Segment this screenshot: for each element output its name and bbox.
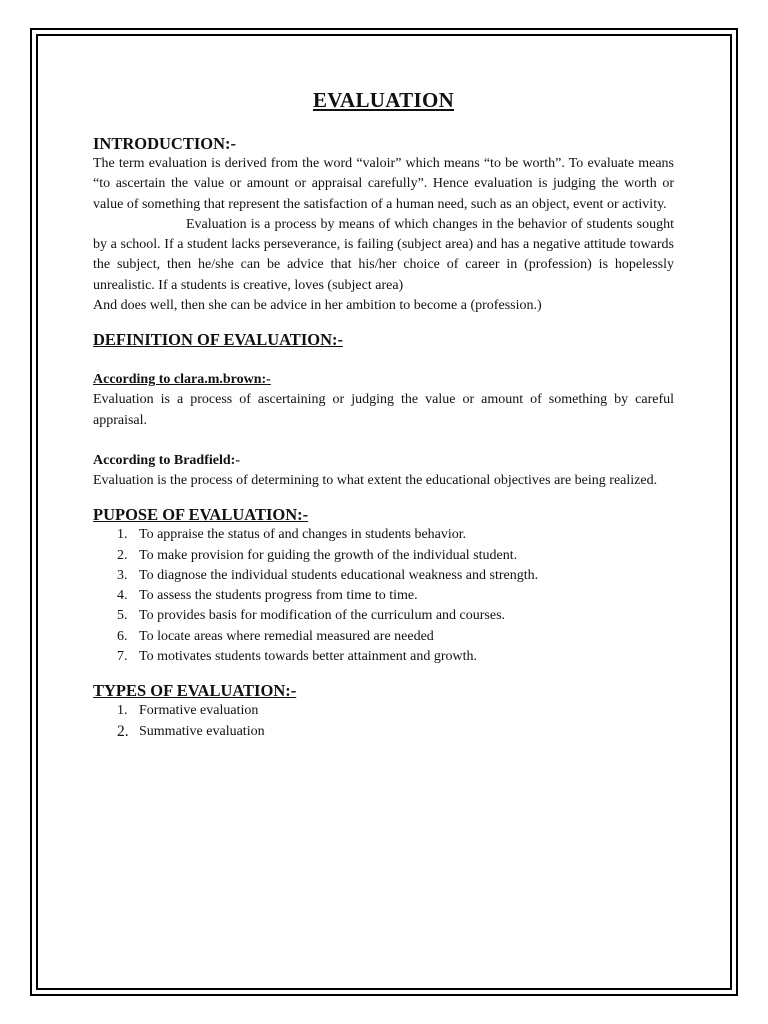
list-number: 2. [117,722,129,740]
list-item [93,701,674,721]
list-text: To motivates students towards better attainment and growth. [139,649,478,665]
list-number: 3. [117,567,128,583]
list-item [93,606,674,626]
list-item [93,647,674,667]
list-text: To provides basis for modification of the curriculum and courses. [139,608,506,624]
list-text: Formative evaluation [139,703,259,719]
list-text: To locate areas where remedial measured are needed [139,628,434,644]
list-item [93,566,674,586]
list-item [93,586,674,606]
types-heading: TYPES OF EVALUATION:- [93,681,297,701]
definition-brown-text: Evaluation is a process of ascertaining or judging the value or amount of something by careful appraisal. [93,392,674,428]
list-item [93,546,674,566]
introduction-paragraph-1: The term evaluation is derived from the word “valoir” which means “to be worth”. To evaluate means “to ascertain the value or amount or appraisal carefully”. Hence evaluation is judging the worth or value of something that represent the satisfaction of a human need, such as an object, event or activity. [93,156,674,212]
introduction-paragraph-3: And does well, then she can be advice in her ambition to become a (profession.) [93,298,542,314]
definition-brown-label: According to clara.m.brown:- [93,372,271,388]
purpose-heading: PUPOSE OF EVALUATION:- [93,505,309,525]
list-text: To make provision for guiding the growth of the individual student. [139,547,518,563]
list-item [93,525,674,545]
purpose-list [93,525,674,667]
list-number: 6. [117,628,128,644]
types-list [93,701,674,742]
list-number: 2. [117,547,128,563]
definition-heading: DEFINITION OF EVALUATION:- [93,330,343,350]
document-body [93,88,674,742]
list-item [93,722,674,742]
list-number: 4. [117,588,128,604]
definition-bradfield-text: Evaluation is the process of determining to what extent the educational objectives are being realized. [93,472,658,488]
list-text: Summative evaluation [139,723,265,739]
introduction-heading: INTRODUCTION:- [93,134,237,153]
list-text: To diagnose the individual students educational weakness and strength. [139,567,539,583]
list-number: 5. [117,608,128,624]
list-text: To assess the students progress from time to time. [139,588,418,604]
introduction-paragraph-2: Evaluation is a process by means of which changes in the behavior of students sought by a school. If a student lacks perseverance, is failing (subject area) and has a negative attitude towards the subject, then he/she can be advice that his/her choice of career in (profession) is hopelessly unrealistic. If a students is creative, loves (subject area) [93,216,674,293]
list-text: To appraise the status of and changes in students behavior. [139,527,467,543]
definition-bradfield-label: According to Bradfield:- [93,452,240,468]
document-title: EVALUATION [312,88,455,112]
list-number: 1. [117,703,128,719]
list-number: 1. [117,527,128,543]
list-item [93,627,674,647]
list-number: 7. [117,649,128,665]
